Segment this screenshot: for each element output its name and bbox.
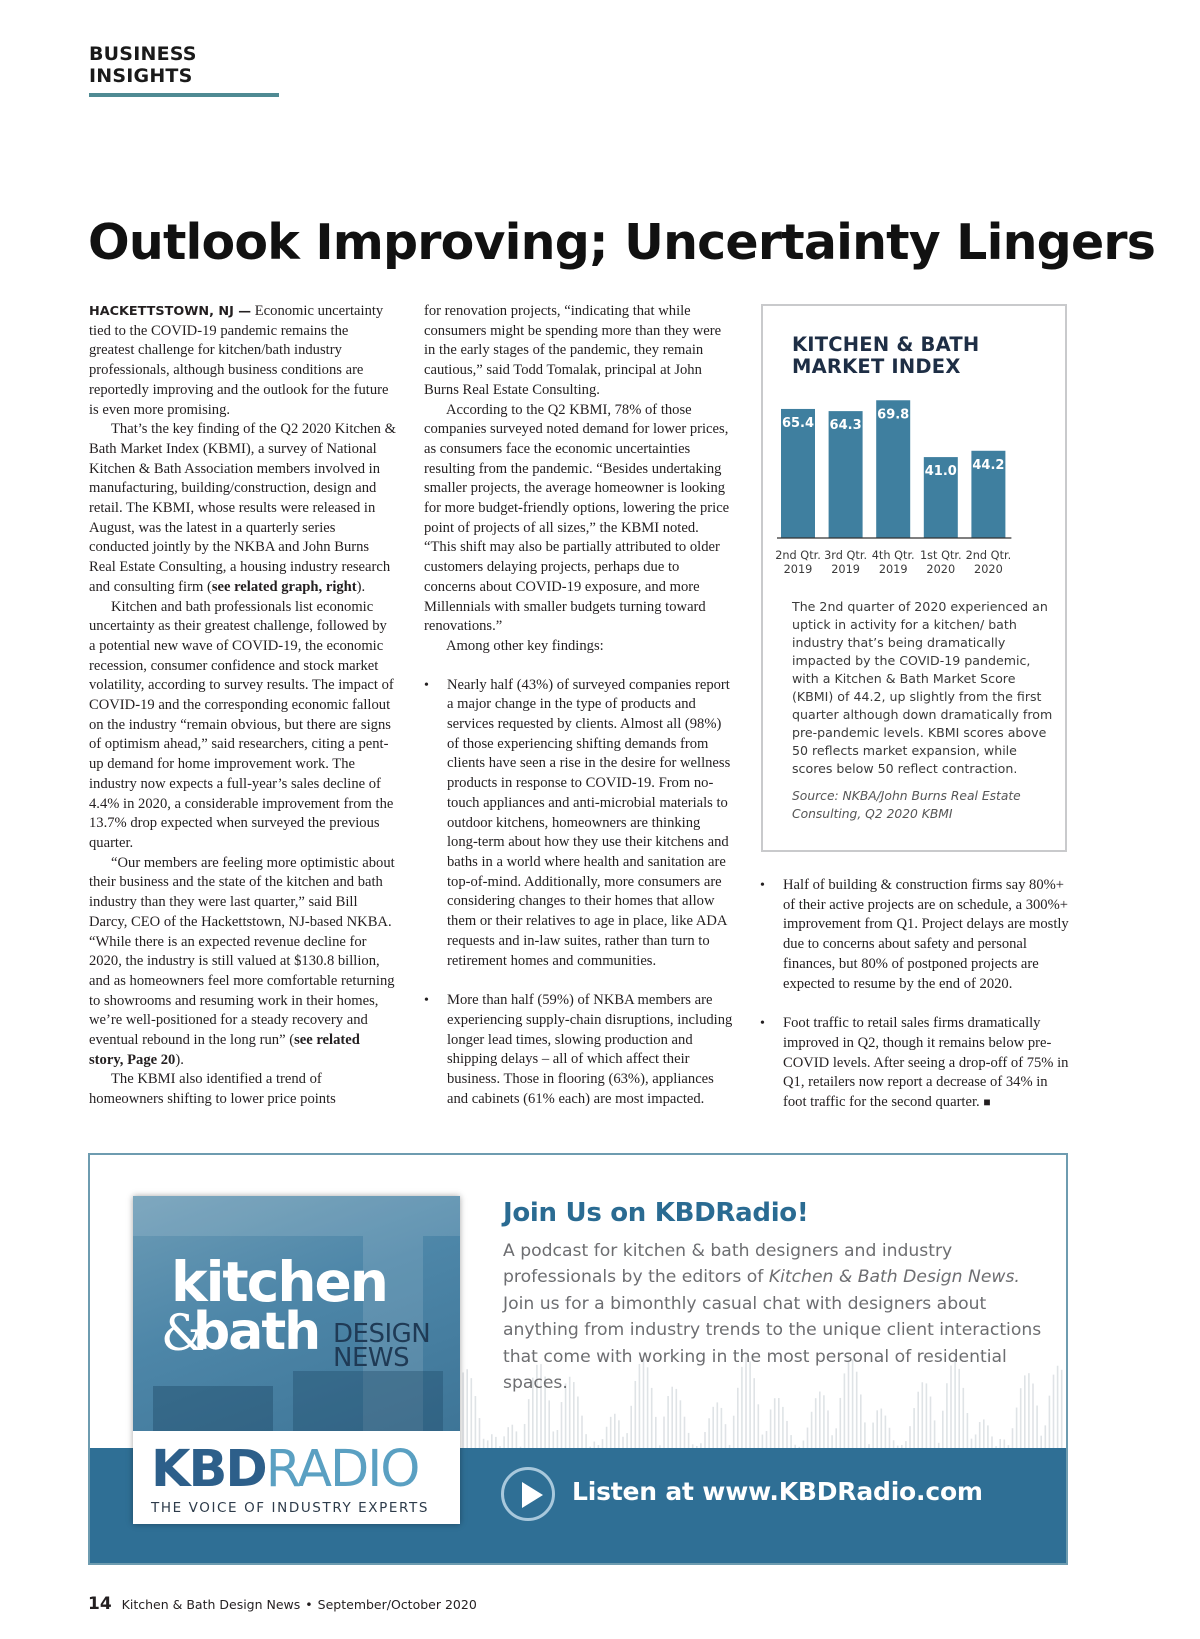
chart-source: Source: NKBA/John Burns Real Estate Consulting, Q2 2020 KBMI: [792, 789, 1021, 821]
article-paragraph: The KBMI also identified a trend of homeowners shifting to lower price points: [89, 1071, 336, 1108]
kbdradio-ad[interactable]: [88, 1153, 1068, 1565]
dateline: HACKETTSTOWN, NJ —: [89, 304, 252, 319]
chart-data-label: 64.3: [829, 418, 862, 434]
publication-name: Kitchen & Bath Design News.: [768, 1267, 1020, 1288]
play-icon[interactable]: [501, 1467, 555, 1521]
ad-body: [503, 1238, 1043, 1396]
market-index-sidebar: [761, 304, 1067, 852]
findings-list: [760, 876, 1071, 1113]
chart-category-label: 2019: [878, 563, 908, 576]
kbdradio-logo: [151, 1440, 419, 1499]
article-column-3: [760, 876, 1071, 1113]
magazine-logo-kitchen: kitchen: [171, 1250, 387, 1314]
chart-category-label: 2020: [974, 563, 1003, 576]
finding-item: • Nearly half (43%) of surveyed companies report a major change in the type of products and services requested by clients. Almost all (98%) of those experiencing shifting demands from clients have seen a rise in the desire for wellness products in response to COVID-19. From no-touch appliances and anti-microbial materials to outdoor kitchens, homeowners are thinking long-term about how they use their kitchens and baths in a world where health and sanitation are top-of-mind. Additionally, more consumers are considering changes to their homes that allow them or their relatives to age in place, like ADA requests and in-law suites, rather than turn to retirement homes and communities.: [424, 676, 734, 972]
finding-item: • More than half (59%) of NKBA members are experiencing supply-chain disruptions, including longer lead times, slowing production and shipping delays – all of which affect their business. Those in flooring (63%), appliances and cabinets (61% each) are most impacted.: [424, 991, 734, 1109]
market-index-bar-chart: [775, 386, 1051, 586]
findings-list: [424, 676, 734, 1110]
article-column-2: [424, 302, 734, 1109]
article-paragraph: [89, 854, 396, 1071]
ad-body-text: A podcast for kitchen & bath designers and industry professionals by the editors of: [503, 1241, 953, 1288]
chart-title-line: MARKET INDEX: [792, 355, 961, 378]
article-paragraph: for renovation projects, “indicating that while consumers might be spending more than they were in the early stages of the pandemic, they remain cautious,” said Todd Tomalak, principal at John Burns Real Estate Consulting.: [424, 303, 722, 398]
chart-title-line: KITCHEN & BATH: [792, 333, 980, 356]
chart-category-label: 2nd Qtr.: [965, 549, 1012, 562]
chart-category-label: 2020: [926, 563, 956, 576]
magazine-logo-news: NEWS: [333, 1343, 410, 1373]
article-paragraph: Kitchen and bath professionals list economic uncertainty as their greatest challenge, followed by a potential new wave of COVID-19, the economic recession, consumer confidence and stock market volatility, according to survey results. The impact of COVID-19 and the corresponding economic fallout on the industry “remain obvious, but there are signs of optimism ahead,” said researchers, citing a pent-up demand for home improvement work. The industry now expects a full-year’s sales decline of 4.4% in 2020, a considerable improvement from the 13.7% drop expected when surveyed the previous quarter.: [89, 598, 394, 851]
article-paragraph: [89, 302, 396, 420]
chart-category-label: 1st Qtr.: [919, 549, 962, 562]
chart-caption: The 2nd quarter of 2020 experienced an uptick in activity for a kitchen/ bath industry that’s being dramatically impacted by the COVID-19 pandemic, with a Kitchen & Bath Market Score (KBMI) of 44.2, up slightly from the first quarter although down dramatically from pre-pandemic levels. KBMI scores above 50 reflects market expansion, while scores below 50 reflect contraction.: [792, 599, 1053, 776]
magazine-logo-bath: bath: [193, 1302, 320, 1362]
ad-body-paragraph: [503, 1238, 1043, 1291]
chart-category-label: 2019: [783, 563, 813, 576]
page-number: 14: [88, 1594, 112, 1614]
article-paragraph: Among other key findings:: [446, 637, 604, 654]
chart-title: [792, 334, 1052, 378]
ad-headline: Join Us on KBDRadio!: [503, 1198, 809, 1228]
section-tag: BUSINESS INSIGHTS: [89, 43, 279, 97]
podcast-cover-art: [133, 1196, 460, 1524]
finding-text: Foot traffic to retail sales firms dramatically improved in Q2, though it remains below pre-COVID levels. After seeing a drop-off of 75% in Q1, retailers now report a decrease of 34% in foot traffic for the second quarter.: [783, 1015, 1069, 1111]
chart-data-label: 44.2: [972, 457, 1005, 473]
issue-date: September/October 2020: [317, 1597, 477, 1612]
kbdradio-tagline: THE VOICE OF INDUSTRY EXPERTS: [151, 1500, 430, 1516]
finding-item: [760, 1014, 1071, 1113]
story-reference: see related story, Page 20: [89, 1032, 360, 1068]
chart-category-label: 2nd Qtr.: [775, 549, 821, 562]
article-paragraph: According to the Q2 KBMI, 78% of those companies surveyed noted demand for lower prices, as consumers face the economic uncertainties resulting from the pandemic. “Besides undertaking smaller projects, the average homeowner is looking for more budget-friendly options, lowering the price point of projects of all sizes,” the KBMI noted. “This shift may also be partially attributed to older customers delaying projects, perhaps due to concerns about COVID-19 exposure, and more Millennials with smaller budgets turning toward renovations.”: [424, 401, 730, 635]
end-mark: ■: [983, 1095, 991, 1110]
logo-kbd: KBD: [151, 1440, 266, 1499]
magazine-logo-ampersand: &: [161, 1304, 206, 1362]
publication-name: Kitchen & Bath Design News: [121, 1597, 301, 1612]
ad-body-paragraph: Join us for a bimonthly casual chat with designers about anything from industry trends to the unique client interactions that come with working in the most personal of residential spaces.: [503, 1293, 1042, 1394]
chart-data-label: 65.4: [781, 415, 815, 431]
chart-category-label: 4th Qtr.: [871, 549, 915, 562]
paragraph-text: Economic uncertainty tied to the COVID-19 pandemic remains the greatest challenge for kitchen/bath industry professionals, although business conditions are reportedly improving and the outlook for the future is even more promising.: [89, 303, 389, 418]
magazine-logo-design: DESIGN: [333, 1319, 431, 1349]
chart-category-label: 2019: [831, 563, 860, 576]
logo-radio: RADIO: [265, 1440, 419, 1499]
chart-data-label: 41.0: [924, 464, 957, 480]
paragraph-text: ).: [356, 578, 366, 595]
listen-link[interactable]: Listen at www.KBDRadio.com: [572, 1477, 983, 1506]
article-column-1: [89, 302, 396, 1110]
chart-category-label: 3rd Qtr.: [824, 549, 868, 562]
article-headline: Outlook Improving; Uncertainty Lingers: [88, 214, 1156, 271]
finding-item: • Half of building & construction firms say 80%+ of their active projects are on schedule, a 300%+ improvement from Q1. Project delays are mostly due to concerns about safety and personal finances, but 80% of postponed projects are expected to resume by the end of 2020.: [760, 876, 1071, 994]
article-paragraph: [89, 420, 396, 597]
chart-data-label: 69.8: [877, 407, 910, 423]
paragraph-text: “Our members are feeling more optimistic about their business and the state of the kitchen and bath industry than they were last quarter,” said Bill Darcy, CEO of the Hackettstown, NJ-based NKBA. “While there is an expected revenue decline for 2020, the industry is still valued at $130.8 billion, and as homeowners feel more comfortable returning to showrooms and resuming work in their homes, we’re well-positioned for a steady recovery and eventual rebound in the long run” (: [89, 854, 395, 1049]
cover-photo: [133, 1196, 460, 1431]
folio-separator: •: [305, 1597, 313, 1612]
paragraph-text: That’s the key finding of the Q2 2020 Kitchen & Bath Market Index (KBMI), a survey of National Kitchen & Bath Association members involved in manufacturing, building/construction, design and retail. The KBMI, whose results were released in August, was the latest in a quarterly series conducted jointly by the NKBA and John Burns Real Estate Consulting, a housing industry research and consulting firm (: [89, 421, 396, 595]
graph-reference: see related graph, right: [211, 578, 357, 595]
page-footer: [88, 1594, 477, 1614]
paragraph-text: ).: [175, 1051, 184, 1068]
